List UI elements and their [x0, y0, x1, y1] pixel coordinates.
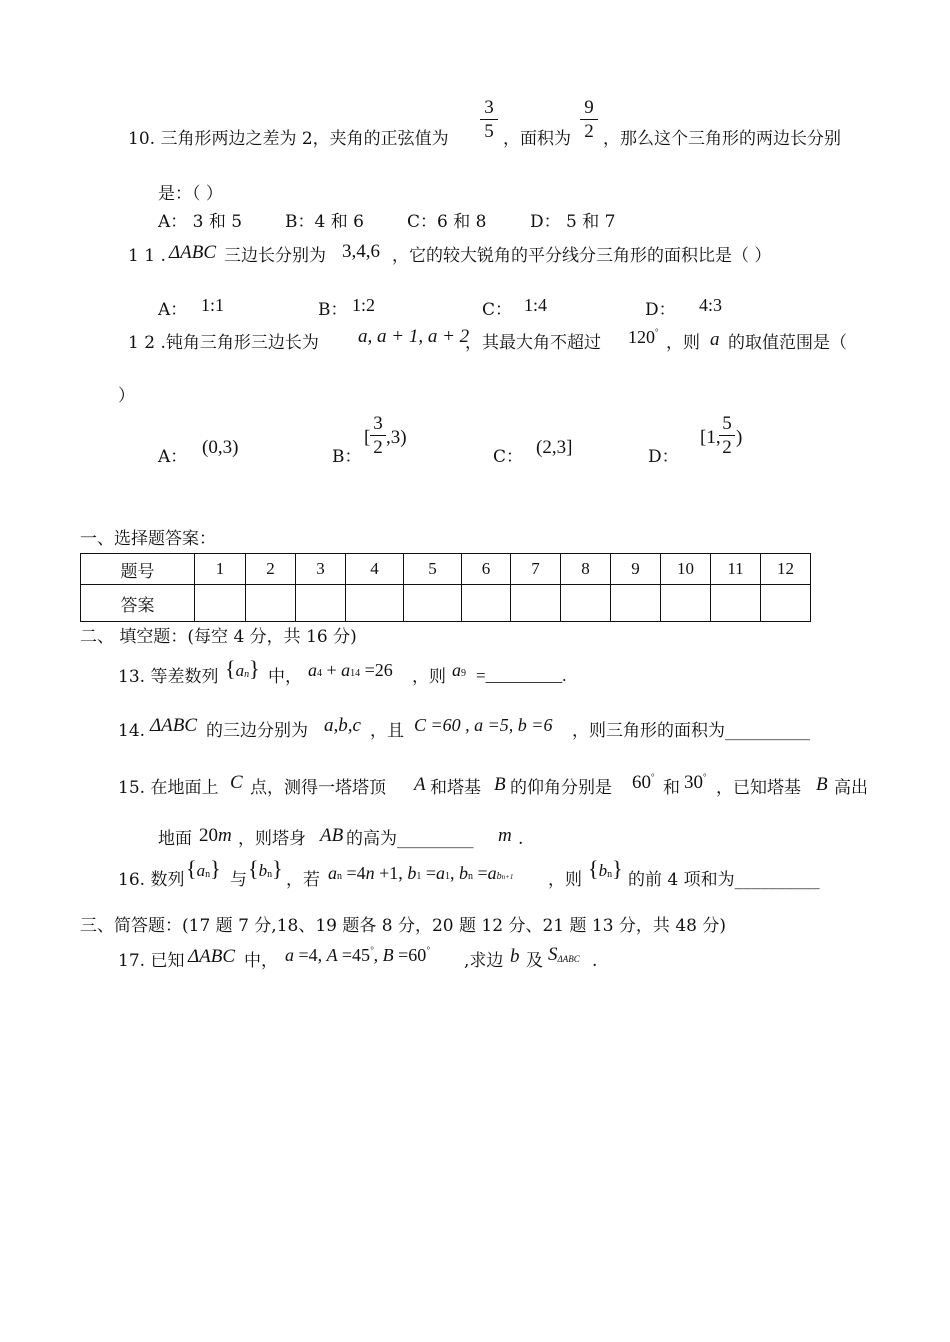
q16-text-b: 与 — [230, 870, 247, 890]
answer-cell[interactable] — [661, 585, 711, 622]
answer-cell[interactable] — [346, 585, 404, 622]
q12-text3: ，则 — [666, 333, 700, 353]
q15-ab: AB — [320, 825, 344, 846]
table-number-cell: 8 — [561, 554, 611, 585]
table-number-cell: 10 — [661, 554, 711, 585]
q15-end: . — [518, 829, 524, 849]
q12-line2: ） — [118, 386, 135, 406]
q17-text-c: ,求边 — [464, 951, 504, 971]
q12-option-a-value: (0,3) — [202, 437, 239, 458]
table-row — [81, 554, 811, 585]
q15-angle-30: 30° — [684, 772, 707, 793]
q13-text-c: ，则 — [412, 667, 446, 687]
q16-text-a: 16. 数列 — [118, 870, 185, 890]
q15-point-a: A — [414, 774, 426, 795]
q12-option-d-label: D： — [648, 447, 679, 467]
answer-cell[interactable] — [246, 585, 296, 622]
table-number-cell: 4 — [346, 554, 404, 585]
q15-line2-b: ，则塔身 — [238, 829, 306, 849]
q15-height: 20m — [199, 825, 232, 846]
section1-title: 一、选择题答案： — [80, 529, 216, 549]
q11-option-d-value: 4:3 — [699, 295, 723, 315]
q13-text-a: 13. 等差数列 — [118, 667, 219, 687]
table-number-cell: 11 — [711, 554, 761, 585]
q11-option-d-label: D： — [645, 300, 676, 320]
q10-line1a: 10. 三角形两边之差为 2，夹角的正弦值为 — [128, 129, 449, 149]
table-number-cell: 6 — [462, 554, 511, 585]
q11-triangle: ΔABC — [169, 242, 217, 263]
q14-text-d: ，则三角形的面积为__________ — [572, 721, 810, 741]
table-header-cell: 题号 — [81, 554, 195, 585]
q10-line1b: ，面积为 — [503, 129, 571, 149]
q12-option-c-value: (2,3] — [536, 437, 573, 458]
answer-cell[interactable] — [761, 585, 811, 622]
answer-cell[interactable] — [561, 585, 611, 622]
q14-condition: C =60 , a =5, b =6 — [414, 715, 553, 735]
q12-option-d-pre: [1, — [700, 427, 721, 448]
answer-cell[interactable] — [296, 585, 346, 622]
q15-point-b2: B — [816, 774, 828, 795]
q15-text-c: 和塔基 — [430, 778, 481, 798]
q16-seq-b: {bn} — [248, 856, 283, 881]
q15-text-g: 高出 — [834, 778, 868, 798]
q10-line1c: ，那么这个三角形的两边长分别 — [603, 129, 841, 149]
q13-text-b: 中， — [268, 667, 302, 687]
q11-number: 1 1 . — [128, 246, 166, 266]
q12-var: a — [710, 329, 720, 350]
table-number-cell: 12 — [761, 554, 811, 585]
q16-text-c: ，若 — [286, 870, 320, 890]
q17-var: b — [510, 946, 520, 967]
q12-sides: a, a + 1, a + 2 — [358, 326, 470, 347]
q16-expression: an =4n +1, b1 =a1, bn =abn+1 — [328, 863, 514, 883]
q12-option-a-label: A： — [158, 447, 188, 467]
q10-option-a: A： 3 和 5 — [158, 212, 243, 232]
q13-sequence: {an} — [225, 656, 260, 681]
q13-expression: a4 + a14 =26 — [308, 660, 393, 680]
q17-end: . — [592, 951, 598, 971]
q14-text-c: ，且 — [370, 721, 404, 741]
q15-text-a: 15. 在地面上 — [118, 778, 219, 798]
q13-blank[interactable]: =_________. — [476, 666, 567, 685]
q12-option-d-fraction: 5 2 — [719, 414, 735, 457]
answer-table — [80, 553, 811, 622]
q15-angle-60: 60° — [632, 772, 655, 793]
answer-cell[interactable] — [404, 585, 462, 622]
q15-line2-a: 地面 — [158, 829, 192, 849]
q12-option-c-label: C： — [493, 447, 524, 467]
q10-option-c: C：6 和 8 — [407, 212, 487, 232]
q17-condition: a =4, A =45°, B =60° — [285, 945, 430, 965]
table-header-cell: 答案 — [81, 585, 195, 622]
q10-option-d: D： 5 和 7 — [530, 212, 616, 232]
q15-unit: m — [498, 825, 512, 846]
q12-text4: 的取值范围是（ — [728, 333, 847, 353]
q14-triangle: ΔABC — [150, 715, 198, 736]
q10-fraction-sin: 3 5 — [480, 98, 498, 141]
q16-text-d: ，则 — [548, 870, 582, 890]
q15-line2-c[interactable]: 的高为_________ — [346, 829, 474, 849]
q10-fraction-area: 9 2 — [580, 98, 598, 141]
q16-text-e[interactable]: 的前 4 项和为__________ — [628, 870, 820, 890]
answer-cell[interactable] — [195, 585, 246, 622]
q12-option-b-post: ,3) — [386, 427, 407, 448]
q15-point-b: B — [494, 774, 506, 795]
table-number-cell: 5 — [404, 554, 462, 585]
table-number-cell: 7 — [511, 554, 561, 585]
q12-angle: 120° — [628, 327, 659, 347]
q15-text-d: 的仰角分别是 — [510, 778, 612, 798]
section3-title: 三、简答题：(17 题 7 分,18、19 题各 8 分，20 题 12 分、21 题 13 分，共 48 分) — [80, 916, 727, 936]
q15-text-f: ，已知塔基 — [716, 778, 801, 798]
q11-option-c-value: 1:4 — [524, 295, 548, 315]
answer-cell[interactable] — [462, 585, 511, 622]
q15-point-c: C — [230, 772, 243, 793]
q11-option-a-label: A： — [158, 300, 188, 320]
q15-text-e: 和 — [663, 778, 680, 798]
q11-option-b-value: 1:2 — [352, 295, 376, 315]
q11-option-a-value: 1:1 — [201, 295, 225, 315]
table-row — [81, 585, 811, 622]
answer-cell[interactable] — [611, 585, 661, 622]
answer-cell[interactable] — [511, 585, 561, 622]
q10-option-b: B：4 和 6 — [285, 212, 364, 232]
answer-cell[interactable] — [711, 585, 761, 622]
table-number-cell: 9 — [611, 554, 661, 585]
q17-triangle: ΔABC — [188, 946, 236, 967]
table-number-cell: 1 — [195, 554, 246, 585]
q13-a9: a9 — [452, 660, 466, 680]
q11-option-c-label: C： — [482, 300, 513, 320]
q17-area: SΔABC — [548, 944, 580, 965]
q17-text-a: 17. 已知 — [118, 951, 185, 971]
q11-option-b-label: B： — [318, 300, 348, 320]
q14-text-b: 的三边分别为 — [206, 721, 308, 741]
q14-sides: a,b,c — [324, 715, 361, 736]
q16-seq-b2: {bn} — [588, 856, 623, 881]
section2-title: 二、 填空题：(每空 4 分，共 16 分) — [80, 627, 357, 647]
q12-option-b-pre: [ — [364, 427, 371, 448]
q17-text-b: 中， — [244, 951, 278, 971]
table-number-cell: 3 — [296, 554, 346, 585]
q17-text-d: 及 — [526, 951, 543, 971]
q16-seq-a: {an} — [186, 856, 221, 881]
q15-text-b: 点，测得一塔塔顶 — [250, 778, 386, 798]
q12-text2: ，其最大角不超过 — [465, 333, 601, 353]
table-number-cell: 2 — [246, 554, 296, 585]
q12-option-d-post: ) — [736, 427, 743, 448]
q12-option-b-fraction: 3 2 — [370, 414, 386, 457]
q12-text1: 1 2 .钝角三角形三边长为 — [128, 333, 319, 353]
q12-option-b-label: B： — [332, 447, 362, 467]
q11-text2: ，它的较大锐角的平分线分三角形的面积比是（ ） — [392, 246, 772, 266]
q11-text1: 三边长分别为 — [224, 246, 326, 266]
q10-line2: 是：（ ） — [158, 184, 223, 204]
q14-number: 14. — [118, 721, 146, 741]
q11-sides: 3,4,6 — [342, 241, 380, 262]
